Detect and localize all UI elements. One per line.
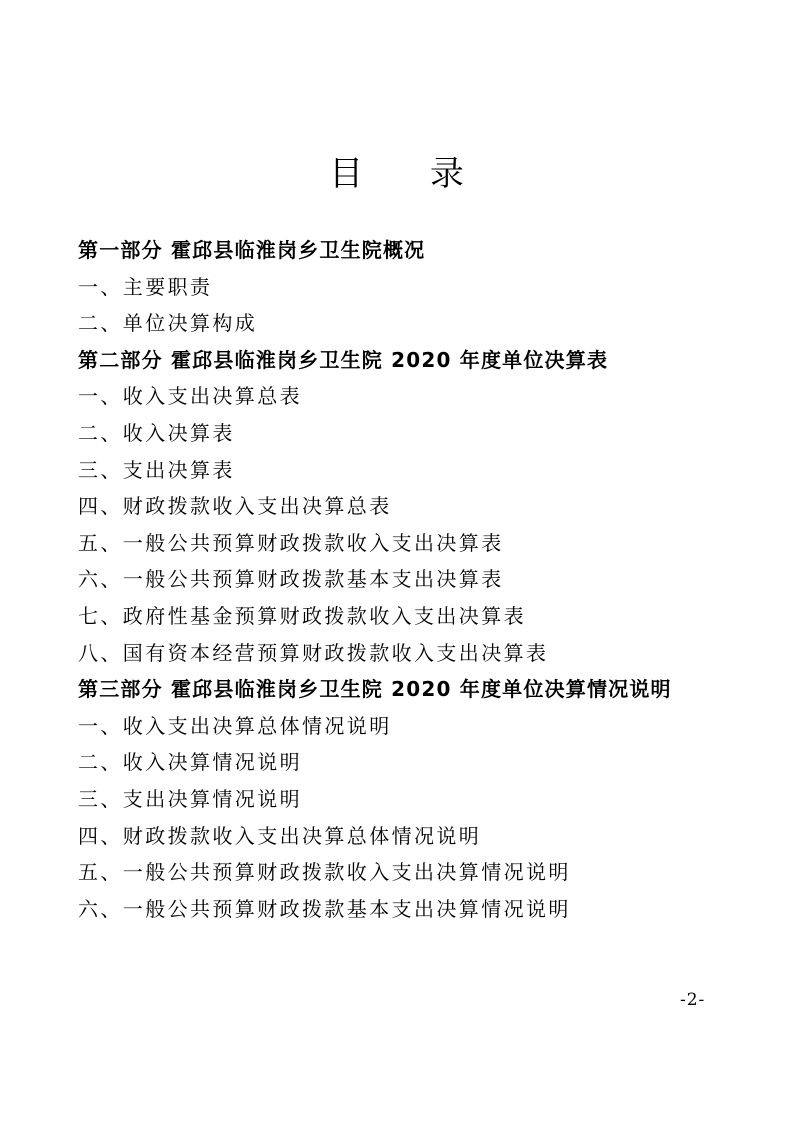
toc-item: 五、一般公共预算财政拨款收入支出决算情况说明	[78, 860, 571, 885]
toc-item: 三、支出决算情况说明	[78, 786, 302, 811]
toc-item: 三、支出决算表	[78, 457, 235, 482]
toc-item: 四、财政拨款收入支出决算总表	[78, 494, 392, 519]
toc-item: 八、国有资本经营预算财政拨款收入支出决算表	[78, 640, 549, 665]
page-number: -2-	[680, 990, 706, 1010]
toc-item: 二、单位决算构成	[78, 311, 258, 336]
toc-item: 四、财政拨款收入支出决算总体情况说明	[78, 823, 482, 848]
table-of-contents	[78, 232, 718, 927]
toc-part-1: 第一部分 霍邱县临淮岗乡卫生院概况	[78, 238, 426, 262]
toc-item: 一、收入支出决算总体情况说明	[78, 713, 392, 738]
page-title: 目 录	[329, 154, 492, 194]
toc-item: 一、主要职责	[78, 274, 213, 299]
toc-item: 七、政府性基金预算财政拨款收入支出决算表	[78, 603, 526, 628]
toc-item: 一、收入支出决算总表	[78, 384, 302, 409]
toc-item: 二、收入决算情况说明	[78, 750, 302, 775]
toc-item: 二、收入决算表	[78, 420, 235, 445]
toc-item: 六、一般公共预算财政拨款基本支出决算情况说明	[78, 896, 571, 921]
toc-item: 五、一般公共预算财政拨款收入支出决算表	[78, 530, 504, 555]
toc-part-3: 第三部分 霍邱县临淮岗乡卫生院 2020 年度单位决算情况说明	[78, 677, 672, 702]
toc-part-2: 第二部分 霍邱县临淮岗乡卫生院 2020 年度单位决算表	[78, 347, 609, 372]
toc-item: 六、一般公共预算财政拨款基本支出决算表	[78, 567, 504, 592]
